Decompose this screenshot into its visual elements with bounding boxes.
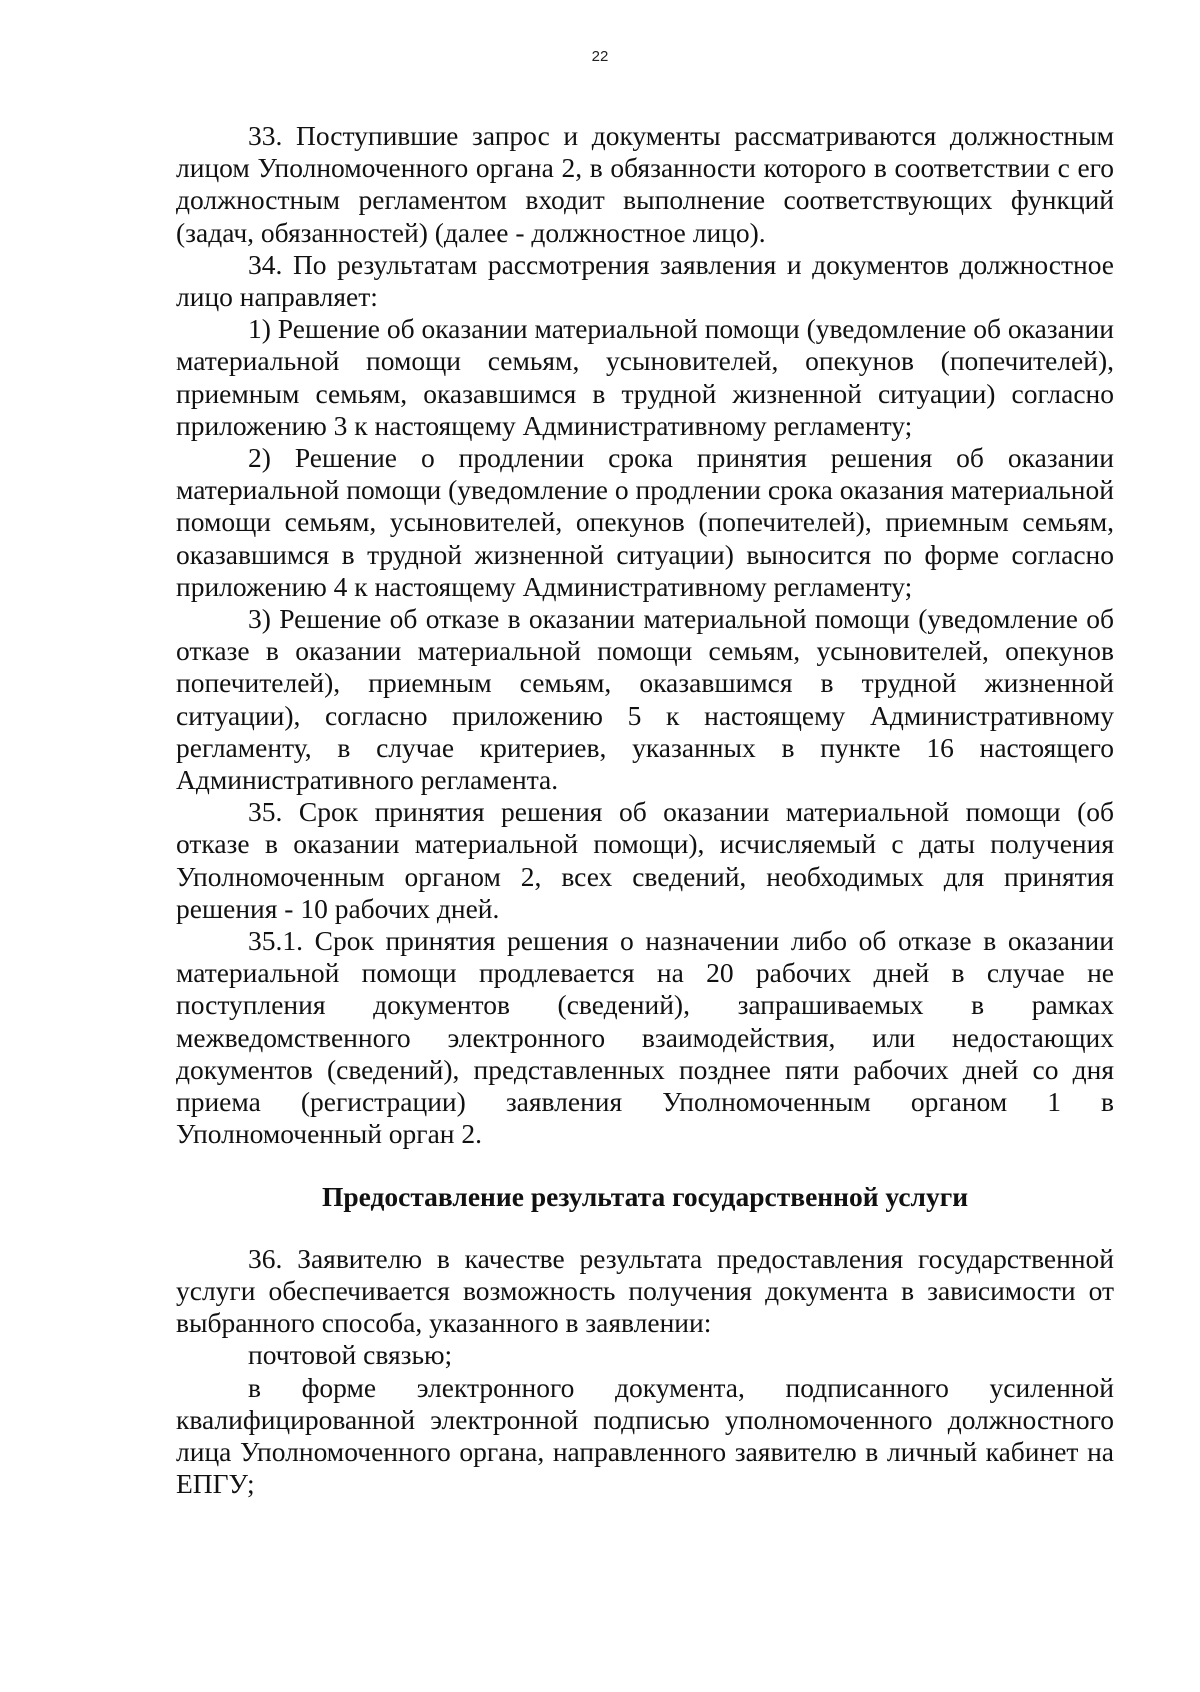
paragraph-35-1: 35.1. Срок принятия решения о назначении либо об отказе в оказании материальной помощи продлевается на 20 рабочих дней в случае не поступления документов (сведений), запрашиваемых в рамках межведомственного электронного взаимодействия, или недостающих документов (сведений), представленных позднее пяти рабочих дней со дня приема (регистрации) заявления Уполномоченным органом 1 в Уполномоченный орган 2. [176, 925, 1114, 1150]
paragraph-35: 35. Срок принятия решения об оказании материальной помощи (об отказе в оказании материальной помощи), исчисляемый с даты получения Уполномоченным органом 2, всех сведений, необходимых для принятия решения - 10 рабочих дней. [176, 796, 1114, 924]
paragraph-34-item-1: 1) Решение об оказании материальной помощи (уведомление об оказании материальной помощи семьям, усыновителей, опекунов (попечителей), приемным семьям, оказавшимся в трудной жизненной ситуации) согласно приложению 3 к настоящему Административному регламенту; [176, 313, 1114, 441]
paragraph-34-item-3: 3) Решение об отказе в оказании материальной помощи (уведомление об отказе в оказании материальной помощи семьям, усыновителей, опекунов попечителей), приемным семьям, оказавшимся в трудной жизненной ситуации), согласно приложению 5 к настоящему Административному регламенту, в случае критериев, указанных в пункте 16 настоящего Административного регламента. [176, 603, 1114, 796]
paragraph-34: 34. По результатам рассмотрения заявления и документов должностное лицо направляет: [176, 248, 1114, 313]
paragraph-34-item-2: 2) Решение о продлении срока принятия решения об оказании материальной помощи (уведомление о продлении срока оказания материальной помощи семьям, усыновителей, опекунов (попечителей), приемным семьям, оказавшимся в трудной жизненной ситуации) выносится по форме согласно приложению 4 к настоящему Административному регламенту; [176, 442, 1114, 602]
paragraph-36: 36. Заявителю в качестве результата предоставления государственной услуги обеспечивается возможность получения документа в зависимости от выбранного способа, указанного в заявлении: [176, 1242, 1114, 1339]
paragraph-36-option-electronic: в форме электронного документа, подписанного усиленной квалифицированной электронной подписью уполномоченного должностного лица Уполномоченного органа, направленного заявителю в личный кабинет на ЕПГУ; [176, 1371, 1114, 1500]
paragraph-36-option-post: почтовой связью; [248, 1339, 453, 1371]
page-number: 22 [591, 48, 609, 65]
paragraph-33: 33. Поступившие запрос и документы рассматриваются должностным лицом Уполномоченного органа 2, в обязанности которого в соответствии с его должностным регламентом входит выполнение соответствующих функций (задач, обязанностей) (далее - должностное лицо). [176, 120, 1114, 248]
document-body [176, 120, 1114, 1500]
section-heading: Предоставление результата государственной услуги [321, 1180, 969, 1212]
